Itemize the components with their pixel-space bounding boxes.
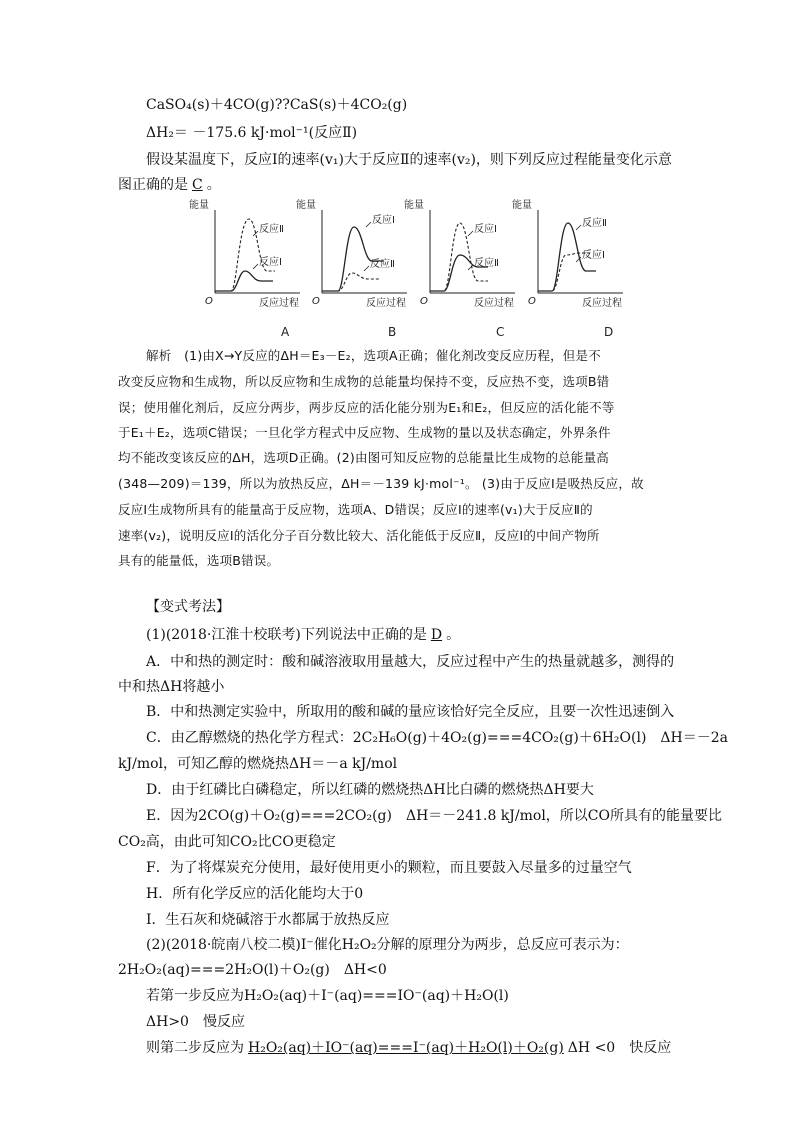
y-axis-label: 能量: [189, 200, 209, 211]
diagram-panel: [512, 198, 623, 339]
diagram-panel: [404, 198, 515, 339]
variant-heading: 【变式考法】: [146, 599, 230, 615]
option-line: kJ/mol，可知乙醇的燃烧热ΔH＝－a kJ/mol: [118, 756, 398, 772]
analysis-line: 改变反应物和生成物，所以反应物和生成物的总能量均保持不变，反应热不变，选项B错: [118, 374, 610, 389]
option-line: H．所有化学反应的活化能均大于0: [146, 886, 364, 902]
analysis-line: 误；使用催化剂后，反应分两步，两步反应的活化能分别为E₁和E₂，但反应的活化能不等: [118, 400, 615, 415]
q1-text: (1)(2018·江淮十校联考)下列说法中正确的是: [146, 627, 427, 643]
label-leader: [364, 266, 369, 271]
x-axis-label: 反应过程: [582, 298, 622, 309]
origin-label: O: [420, 296, 428, 307]
y-axis-label: 能量: [404, 200, 424, 211]
option-line: 中和热ΔH将越小: [118, 679, 225, 695]
origin-label: O: [528, 296, 536, 307]
label-leader: [366, 222, 371, 227]
panel-letter: A: [281, 325, 290, 339]
option-line: CO₂高，由此可知CO₂比CO更稳定: [118, 834, 336, 850]
panel-letter: C: [496, 325, 505, 339]
variant-q1: [146, 625, 460, 645]
y-axis-label: 能量: [512, 200, 532, 211]
dh2-line: ΔH₂＝ －175.6 kJ·mol⁻¹(反应Ⅱ): [146, 125, 358, 141]
y-axis-label: 能量: [296, 200, 316, 211]
curve-label: 反应Ⅰ: [259, 257, 282, 268]
label-leader: [576, 225, 581, 230]
option-line: I．生石灰和烧碱溶于水都属于放热反应: [146, 912, 390, 928]
panel-letter: B: [388, 325, 397, 339]
q2-line-5: [146, 1038, 671, 1058]
equation-line: CaSO₄(s)＋4CO(g)??CaS(s)＋4CO₂(g): [146, 97, 408, 113]
q2-text: 则第二步反应为: [146, 1040, 244, 1056]
q2-line-4: ΔH>0 慢反应: [146, 1014, 245, 1030]
diagram-panel: [296, 198, 407, 339]
analysis-line: 反应Ⅰ生成物所具有的能量高于反应物，选项A、D错误；反应Ⅰ的速率(v₁)大于反应Ⅱ的: [118, 502, 593, 517]
x-axis-label: 反应过程: [259, 298, 299, 309]
q1-answer: D: [430, 627, 443, 643]
question-end: 。: [206, 177, 221, 193]
curve-label: 反应Ⅱ: [582, 218, 607, 229]
analysis-line: 具有的能量低，选项B错误。: [118, 553, 280, 568]
energy-diagrams: [0, 190, 794, 350]
option-line: D．由于红磷比白磷稳定，所以红磷的燃烧热ΔH比白磷的燃烧热ΔH要大: [146, 782, 594, 798]
option-line: E．因为2CO(g)＋O₂(g)===2CO₂(g) ΔH＝－241.8 kJ/mol，所以CO所具有的能量要比: [146, 808, 722, 824]
option-line: B．中和热测定实验中，所取用的酸和碱的量应该恰好完全反应，且要一次性迅速倒入: [146, 704, 675, 720]
analysis-line: 解析 (1)由X→Y反应的ΔH＝E₃－E₂，选项A正确；催化剂改变反应历程，但是不: [146, 348, 601, 363]
option-line: F．为了将煤炭充分使用，最好使用更小的颗粒，而且要鼓入尽量多的过量空气: [146, 860, 632, 876]
label-leader: [253, 264, 258, 269]
curve-label: 反应Ⅰ: [372, 215, 395, 226]
origin-label: O: [205, 296, 213, 307]
analysis-line: (348—209)＝139，所以为放热反应，ΔH＝－139 kJ·mol⁻¹。 (3)由于反应Ⅰ是吸热反应，故: [118, 476, 644, 491]
question-line-1: 假设某温度下，反应Ⅰ的速率(v₁)大于反应Ⅱ的速率(v₂)，则下列反应过程能量变化示意: [146, 152, 672, 168]
origin-label: O: [312, 296, 320, 307]
curve-label: 反应Ⅱ: [370, 259, 395, 270]
question-answer: C: [192, 177, 203, 193]
solid-curve: [215, 271, 273, 291]
curve-label: 反应Ⅰ: [474, 224, 497, 235]
label-leader: [468, 231, 473, 236]
question-text: 图正确的是: [118, 177, 188, 193]
diagram-panel: [189, 198, 300, 339]
analysis-line: 均不能改变该反应的ΔH，选项D正确。(2)由图可知反应物的总能量比生成物的总能量高: [118, 450, 609, 465]
q2-line-1: (2)(2018·皖南八校二模)I⁻催化H₂O₂分解的原理分为两步，总反应可表示为：: [146, 937, 629, 953]
curve-label: 反应Ⅰ: [582, 250, 605, 261]
option-line: A．中和热的测定时：酸和碱溶液取用量越大，反应过程中产生的热量就越多，测得的: [146, 654, 675, 670]
dashed-curve: [322, 273, 380, 291]
q2-line-3: 若第一步反应为H₂O₂(aq)＋I⁻(aq)===IO⁻(aq)＋H₂O(l): [146, 988, 509, 1004]
x-axis-label: 反应过程: [474, 298, 514, 309]
analysis-line: 于E₁＋E₂，选项C错误；一旦化学方程式中反应物、生成物的量以及状态确定，外界条件: [118, 425, 611, 440]
q2-line-2: 2H₂O₂(aq)===2H₂O(l)＋O₂(g) ΔH<0: [118, 962, 387, 978]
x-axis-label: 反应过程: [366, 298, 406, 309]
curve-label: 反应Ⅱ: [259, 224, 284, 235]
q1-end: 。: [446, 627, 461, 643]
option-line: C．由乙醇燃烧的热化学方程式：2C₂H₆O(g)＋4O₂(g)===4CO₂(g)＋6H₂O(l) ΔH＝－2a: [146, 730, 728, 746]
panel-letter: D: [604, 325, 614, 339]
analysis-line: 速率(v₂)，说明反应Ⅰ的活化分子百分数比较大、活化能低于反应Ⅱ，反应Ⅰ的中间产物所: [118, 528, 600, 543]
q2-answer: H₂O₂(aq)＋IO⁻(aq)===I⁻(aq)＋H₂O(l)＋O₂(g): [248, 1040, 564, 1056]
q2-end: ΔH <0 快反应: [567, 1040, 672, 1056]
curve-label: 反应Ⅱ: [474, 258, 499, 269]
